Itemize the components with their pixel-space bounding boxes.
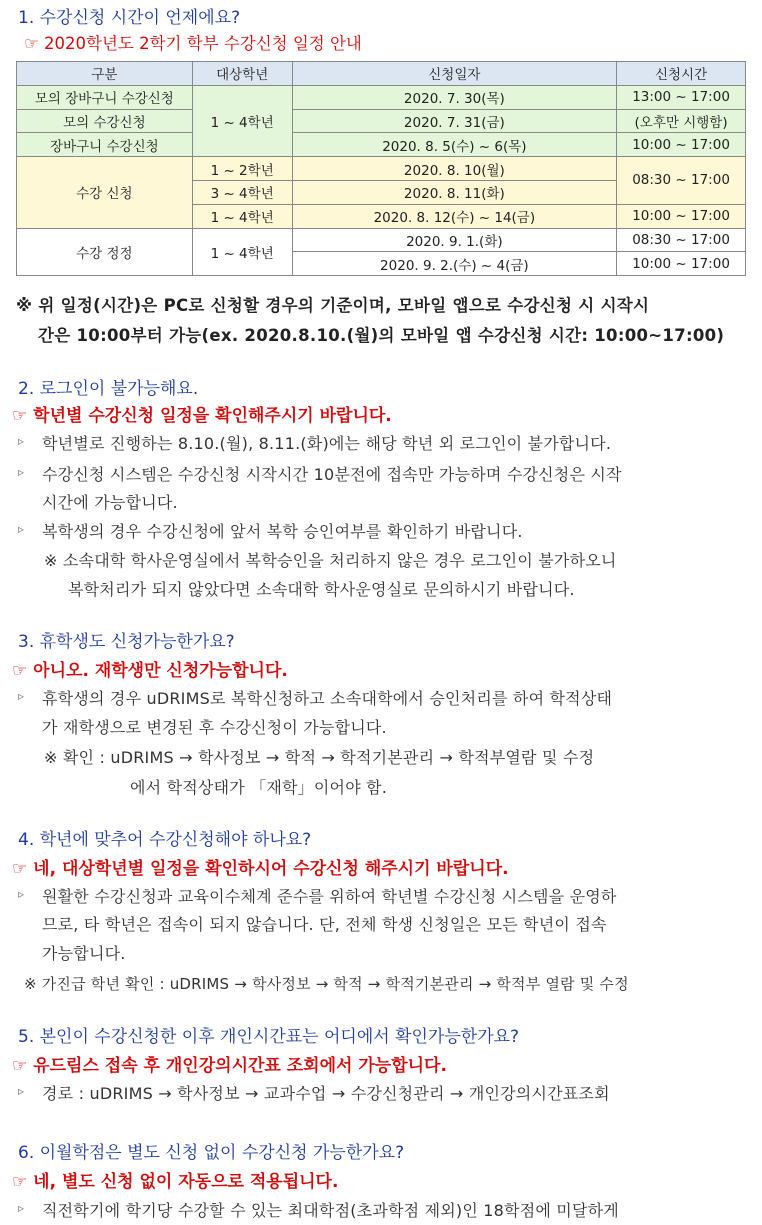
- header-category: 구분: [17, 62, 193, 86]
- section-5-answer: [12, 1051, 447, 1076]
- pc-schedule-note-line-1: ※ 위 일정(시간)은 PC로 신청할 경우의 기준이며, 모바일 앱으로 수강신청 시 시작시: [16, 296, 650, 315]
- table-row: [17, 157, 746, 181]
- section-3-answer: [12, 656, 288, 681]
- pointing-hand-icon: ☞: [12, 406, 28, 426]
- row-date: 2020. 8. 12(수) ~ 14(금): [292, 204, 617, 228]
- row-grade: 1 ~ 4학년: [192, 204, 292, 228]
- table-row: [17, 109, 746, 133]
- section-1-question: 1. 수강신청 시간이 언제에요?: [18, 8, 241, 28]
- row-date: 2020. 9. 1.(화): [292, 228, 617, 252]
- row-date: 2020. 7. 30(목): [292, 85, 617, 109]
- bullet-icon: ▹: [18, 434, 25, 448]
- section-3-note-line-2: 에서 학적상태가 「재학」이어야 함.: [130, 778, 388, 797]
- table-row: [17, 133, 746, 157]
- section-4-answer-text: 네, 대상학년별 일정을 확인하시어 수강신청 해주시기 바랍니다.: [33, 859, 509, 879]
- table-row: [17, 85, 746, 109]
- section-6-answer: [12, 1167, 338, 1192]
- section-2-answer: [12, 401, 392, 426]
- section-2-bullet-1: 학년별로 진행하는 8.10.(월), 8.11.(화)에는 해당 학년 외 로그인이 불가합니다.: [42, 434, 612, 453]
- section-4-bullet-1-line-1: 원활한 수강신청과 교육이수체계 준수를 위하여 학년별 수강신청 시스템을 운영하: [42, 887, 617, 906]
- section-2-bullet-2-line-1: 수강신청 시스템은 수강신청 시작시간 10분전에 접속만 가능하며 수강신청은 시작: [42, 465, 622, 484]
- section-2-question: 2. 로그인이 불가능해요.: [18, 379, 199, 399]
- row-name: 장바구니 수강신청: [17, 133, 193, 157]
- pointing-hand-icon: ☞: [12, 661, 28, 681]
- section-5-bullet-1: 경로 : uDRIMS → 학사정보 → 교과수업 → 수강신청관리 → 개인강의시간표조회: [42, 1084, 610, 1103]
- table-row: [17, 228, 746, 252]
- row-grade: 1 ~ 4학년: [192, 228, 292, 276]
- section-6-question: 6. 이월학점은 별도 신청 없이 수강신청 가능한가요?: [18, 1143, 405, 1163]
- section-4-note: ※ 가진급 학년 확인 : uDRIMS → 학사정보 → 학적 → 학적기본관리 → 학적부 열람 및 수정: [24, 975, 629, 993]
- row-date: 2020. 8. 11(화): [292, 180, 617, 204]
- row-grade: 1 ~ 4학년: [192, 85, 292, 156]
- row-time: 10:00 ~ 17:00: [617, 204, 746, 228]
- row-date: 2020. 7. 31(금): [292, 109, 617, 133]
- row-name: 수강 정정: [17, 228, 193, 276]
- row-grade: 1 ~ 2학년: [192, 157, 292, 181]
- bullet-icon: ▹: [18, 887, 25, 901]
- section-4-bullet-1-line-3: 가능합니다.: [42, 944, 126, 963]
- row-time: (오후만 시행함): [617, 109, 746, 133]
- row-name: 모의 수강신청: [17, 109, 193, 133]
- section-3-answer-text: 아니오. 재학생만 신청가능합니다.: [33, 661, 288, 681]
- row-time: 10:00 ~ 17:00: [617, 133, 746, 157]
- section-3-bullet-1-line-1: 휴학생의 경우 uDRIMS로 복학신청하고 소속대학에서 승인처리를 하여 학적상태: [42, 689, 613, 708]
- row-time: 08:30 ~ 17:00: [617, 157, 746, 205]
- section-2-bullet-2-line-2: 시간에 가능합니다.: [42, 493, 178, 512]
- header-date: 신청일자: [292, 62, 617, 86]
- row-date: 2020. 8. 5(수) ~ 6(목): [292, 133, 617, 157]
- pointing-hand-icon: ☞: [12, 1172, 28, 1192]
- section-2-note-line-1: ※ 소속대학 학사운영실에서 복학승인을 처리하지 않은 경우 로그인이 불가하오니: [44, 551, 617, 570]
- pointing-hand-icon: ☞: [12, 1056, 28, 1076]
- section-4-question: 4. 학년에 맞추어 수강신청해야 하나요?: [18, 830, 312, 850]
- section-2-note-line-2: 복학처리가 되지 않았다면 소속대학 학사운영실로 문의하시기 바랍니다.: [68, 580, 575, 599]
- header-time: 신청시간: [617, 62, 746, 86]
- section-2-bullet-3: 복학생의 경우 수강신청에 앞서 복학 승인여부를 확인하기 바랍니다.: [42, 522, 523, 541]
- section-6-bullet-1: 직전학기에 학기당 수강할 수 있는 최대학점(초과학점 제외)인 18학점에 미달하게: [42, 1201, 619, 1220]
- bullet-icon: ▹: [18, 522, 25, 536]
- section-4-bullet-1-line-2: 므로, 타 학년은 접속이 되지 않습니다. 단, 전체 학생 신청일은 모든 학년이 접속: [42, 915, 607, 934]
- bullet-icon: ▹: [18, 689, 25, 703]
- table-header-row: [17, 62, 746, 86]
- row-date: 2020. 9. 2.(수) ~ 4(금): [292, 252, 617, 276]
- row-time: 13:00 ~ 17:00: [617, 85, 746, 109]
- row-date: 2020. 8. 10(월): [292, 157, 617, 181]
- pointing-hand-icon: ☞: [12, 859, 28, 879]
- row-time: 08:30 ~ 17:00: [617, 228, 746, 252]
- section-5-answer-text: 유드림스 접속 후 개인강의시간표 조회에서 가능합니다.: [33, 1056, 447, 1076]
- section-5-question: 5. 본인이 수강신청한 이후 개인시간표는 어디에서 확인가능한가요?: [18, 1027, 520, 1047]
- row-time: 10:00 ~ 17:00: [617, 252, 746, 276]
- pc-schedule-note-line-2: 간은 10:00부터 가능(ex. 2020.8.10.(월)의 모바일 앱 수강신청 시간: 10:00~17:00): [38, 326, 725, 345]
- bullet-icon: ▹: [18, 1084, 25, 1098]
- row-name: 모의 장바구니 수강신청: [17, 85, 193, 109]
- row-name: 수강 신청: [17, 157, 193, 228]
- bullet-icon: ▹: [18, 465, 25, 479]
- section-3-question: 3. 휴학생도 신청가능한가요?: [18, 632, 235, 652]
- pointing-hand-icon: ☞: [24, 34, 39, 53]
- section-6-answer-text: 네, 별도 신청 없이 자동으로 적용됩니다.: [33, 1172, 339, 1192]
- section-2-answer-text: 학년별 수강신청 일정을 확인해주시기 바랍니다.: [33, 406, 392, 426]
- section-1-subtitle: [24, 30, 362, 54]
- section-1-subtitle-text: 2020학년도 2학기 학부 수강신청 일정 안내: [44, 34, 362, 53]
- row-grade: 3 ~ 4학년: [192, 180, 292, 204]
- bullet-icon: ▹: [18, 1201, 25, 1215]
- section-4-answer: [12, 854, 509, 879]
- section-3-bullet-1-line-2: 가 재학생으로 변경된 후 수강신청이 가능합니다.: [42, 718, 387, 737]
- header-grade: 대상학년: [192, 62, 292, 86]
- schedule-table: [16, 61, 746, 276]
- section-3-note-line-1: ※ 확인 : uDRIMS → 학사정보 → 학적 → 학적기본관리 → 학적부열람 및 수정: [44, 748, 595, 767]
